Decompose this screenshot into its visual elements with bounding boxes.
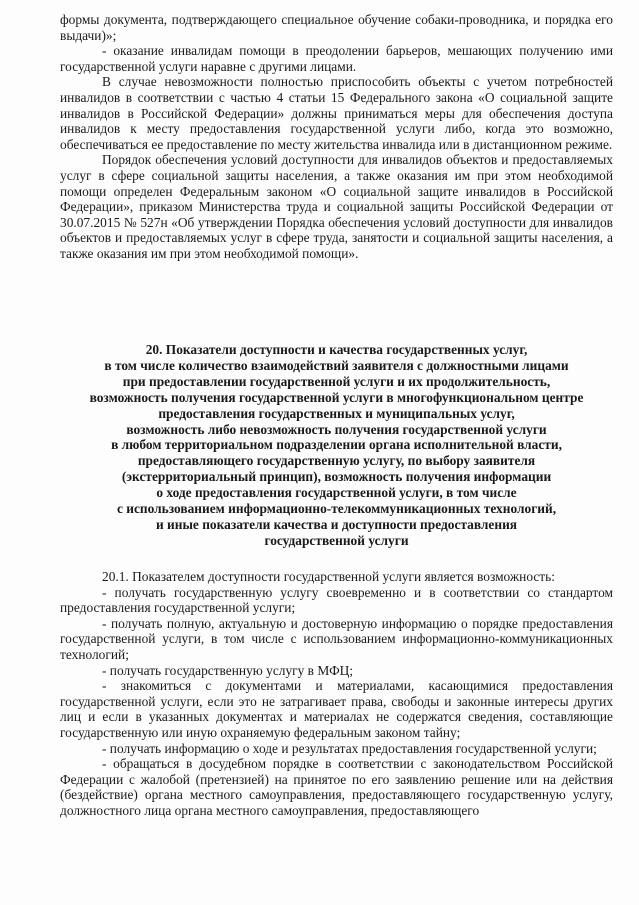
section-paragraph: - знакомиться с документами и материалами, касающимися предоставления государственной услуги, если это не затрагивает права, свободы и законные интересы других лиц и если в указанных документах и материалах не содержатся сведения, составляющие государственную или иную охраняемую федеральным законом тайну;: [60, 678, 613, 740]
heading-line: предоставляющего государственную услугу, по выбору заявителя: [137, 453, 536, 469]
heading-line: 20. Показатели доступности и качества государственных услуг,: [145, 342, 528, 357]
heading-line: (экстерриториальный принцип), возможность получения информации: [121, 469, 552, 485]
heading-line: предоставления государственных и муниципальных услуг,: [158, 405, 515, 421]
section-paragraph: - получать информацию о ходе и результатах предоставления государственной услуги;: [102, 740, 597, 756]
intro-paragraph: - оказание инвалидам помощи в преодолении барьеров, мешающих получению ими государственной услуги наравне с другими лицами.: [60, 43, 613, 74]
intro-paragraph: формы документа, подтверждающего специальное обучение собаки-проводника, и порядка его выдачи)»;: [60, 12, 613, 43]
heading-line: возможность либо невозможность получения государственной услуги: [126, 421, 547, 437]
section-paragraph: - получать полную, актуальную и достоверную информацию о порядке предоставления государственной услуги, в том числе с использованием информационно-коммуникационных технологий;: [60, 615, 613, 662]
heading-line: в любом территориальном подразделении органа исполнительной власти,: [111, 437, 562, 453]
section-paragraph: - обращаться в досудебном порядке в соответствии с законодательством Российской Федерации с жалобой (претензией) на принятое по его заявлению решение или на действия (бездействие) органа местного самоуправления, предоставляющего государственную услугу, должностного лица органа местного самоуправления, предоставляющего: [60, 756, 613, 818]
heading-line: государственной услуги: [264, 532, 409, 548]
section-body: [60, 569, 613, 819]
section-paragraph: - получать государственную услугу своевременно и в соответствии со стандартом предоставления государственной услуги;: [60, 584, 613, 616]
heading-line: и иные показатели качества и доступности предоставления: [155, 516, 518, 532]
section-paragraph: 20.1. Показателем доступности государственной услуги является возможность:: [102, 569, 555, 584]
section-paragraph: - получать государственную услугу в МФЦ;: [102, 662, 354, 678]
heading-line: с использованием информационно-телекоммуникационных технологий,: [116, 501, 557, 517]
heading-line: возможность получения государственной услуги в многофункциональном центре: [89, 389, 584, 405]
heading-line: при предоставлении государственной услуги и их продолжительность,: [122, 373, 551, 389]
section-heading: [70, 342, 603, 549]
intro-block: [60, 12, 613, 262]
intro-paragraph: Порядок обеспечения условий доступности для инвалидов объектов и предоставляемых услуг в сфере социальной защиты населения, а также оказания им при этом необходимой помощи определен Федеральным законом «О социальной защите инвалидов в Российской Федерации», приказом Министерства труда и социальной защиты Российской Федерации от 30.07.2015 № 527н «Об утверждении Порядка обеспечения условий доступности для инвалидов объектов и предоставляемых услуг в сфере труда, занятости и социальной защиты населения, а также оказания им при этом необходимой помощи».: [60, 152, 613, 261]
heading-line: в том числе количество взаимодействий заявителя с должностными лицами: [104, 357, 569, 373]
heading-line: о ходе предоставления государственной услуги, в том числе: [156, 485, 517, 501]
intro-paragraph: В случае невозможности полностью приспособить объекты с учетом потребностей инвалидов в соответствии с частью 4 статьи 15 Федерального закона «О социальной защите инвалидов в Российской Федерации» должны приниматься меры для обеспечения доступа инвалидов к месту предоставления государственной услуги либо, когда это возможно, обеспечиваться ее предоставление по месту жительства инвалида или в дистанционном режиме.: [60, 74, 613, 152]
